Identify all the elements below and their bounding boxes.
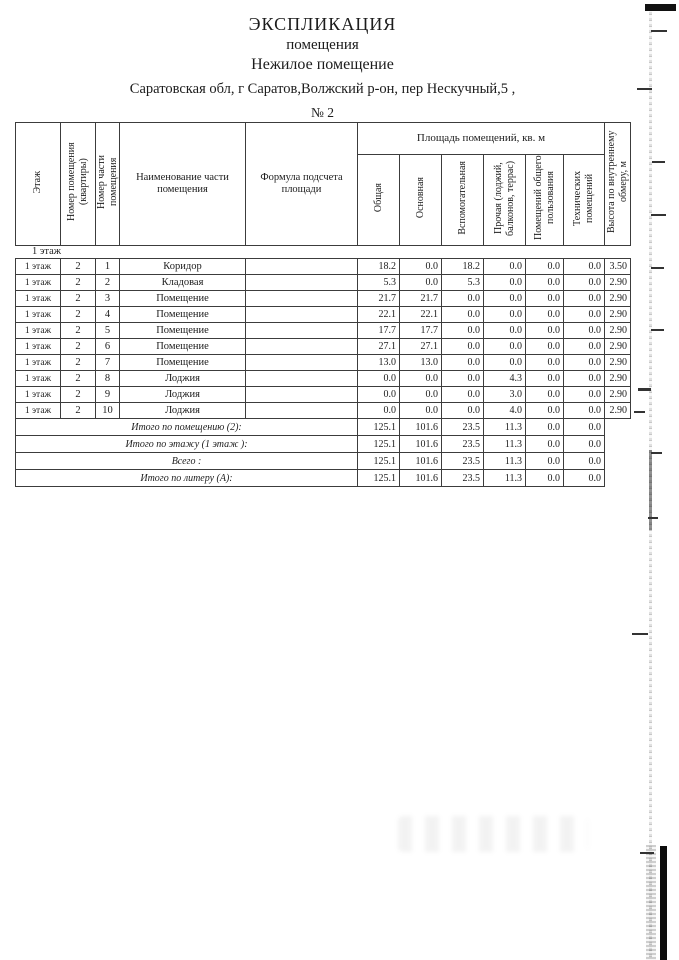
cell-name: Лоджия [120,403,246,419]
cell-area-aux: 0.0 [442,323,484,339]
cell-formula [246,339,358,355]
cell-area-aux: 0.0 [442,339,484,355]
header-apt-number: Номер помещения (квартиры) [61,123,96,246]
cell-floor: 1 этаж [16,291,61,307]
cell-height: 3.50 [605,259,631,275]
table-row [16,355,631,371]
cell-name: Лоджия [120,371,246,387]
cell-area-tech: 0.0 [564,259,605,275]
totals-area-tech: 0.0 [564,470,605,487]
cell-area-other: 0.0 [484,323,526,339]
cell-formula [246,387,358,403]
scan-noise-band-bottom [646,845,656,960]
cell-area-common: 0.0 [526,403,564,419]
header-floor: Этаж [16,123,61,246]
cell-apt: 2 [61,307,96,323]
cell-area-common: 0.0 [526,339,564,355]
totals-area-tech: 0.0 [564,453,605,470]
scan-tick [651,329,664,331]
cell-name: Лоджия [120,387,246,403]
cell-name: Коридор [120,259,246,275]
cell-area-common: 0.0 [526,275,564,291]
cell-name: Помещение [120,323,246,339]
header-part-number: Номер части помещения [96,123,120,246]
cell-apt: 2 [61,371,96,387]
cell-formula [246,403,358,419]
cell-area-other: 0.0 [484,307,526,323]
header-area-aux: Вспомогательная [442,155,484,246]
cell-part: 1 [96,259,120,275]
cell-area-tech: 0.0 [564,387,605,403]
cell-area-aux: 0.0 [442,387,484,403]
cell-part: 2 [96,275,120,291]
scan-tick [648,517,658,519]
cell-area-other: 0.0 [484,339,526,355]
cell-apt: 2 [61,355,96,371]
header-area-total: Общая [358,155,400,246]
floor-section-label: 1 этаж [32,246,62,257]
cell-floor: 1 этаж [16,259,61,275]
totals-row [16,453,631,470]
cell-area-total: 17.7 [358,323,400,339]
totals-area-total: 125.1 [358,470,400,487]
cell-name: Кладовая [120,275,246,291]
cell-area-total: 21.7 [358,291,400,307]
totals-area-tech: 0.0 [564,419,605,436]
cell-area-aux: 0.0 [442,291,484,307]
totals-label: Всего : [16,453,358,470]
cell-area-aux: 0.0 [442,307,484,323]
table-row [16,307,631,323]
cell-apt: 2 [61,339,96,355]
cell-area-main: 21.7 [400,291,442,307]
cell-height: 2.90 [605,403,631,419]
cell-area-total: 27.1 [358,339,400,355]
cell-area-tech: 0.0 [564,275,605,291]
totals-label: Итого по литеру (А): [16,470,358,487]
scan-tick [640,852,654,854]
cell-area-total: 13.0 [358,355,400,371]
cell-area-main: 17.7 [400,323,442,339]
header-part-name: Наименование части помещения [120,123,246,246]
cell-height: 2.90 [605,323,631,339]
totals-area-common: 0.0 [526,470,564,487]
scan-tick [652,161,665,163]
totals-row [16,470,631,487]
totals-area-main: 101.6 [400,453,442,470]
totals-area-total: 125.1 [358,436,400,453]
cell-floor: 1 этаж [16,371,61,387]
totals-label: Итого по помещению (2): [16,419,358,436]
title-block [15,14,630,121]
totals-area-aux: 23.5 [442,419,484,436]
cell-formula [246,291,358,307]
table-row [16,323,631,339]
cell-area-common: 0.0 [526,371,564,387]
cell-area-main: 13.0 [400,355,442,371]
cell-apt: 2 [61,259,96,275]
scan-tick [634,411,645,413]
totals-label: Итого по этажу (1 этаж ): [16,436,358,453]
cell-part: 5 [96,323,120,339]
cell-area-total: 0.0 [358,403,400,419]
cell-part: 9 [96,387,120,403]
cell-height: 2.90 [605,387,631,403]
cell-area-common: 0.0 [526,259,564,275]
cell-height: 2.90 [605,275,631,291]
cell-area-common: 0.0 [526,387,564,403]
scan-black-mark-top [645,4,676,11]
cell-area-other: 4.0 [484,403,526,419]
explication-table-header [15,122,631,246]
cell-area-tech: 0.0 [564,355,605,371]
cell-formula [246,259,358,275]
totals-area-common: 0.0 [526,453,564,470]
header-area-other: Прочая (лоджий, балконов, террас) [484,155,526,246]
cell-formula [246,355,358,371]
cell-apt: 2 [61,323,96,339]
premise-type: Нежилое помещение [251,56,394,73]
totals-area-aux: 23.5 [442,470,484,487]
header-area-common: Помещений общего пользования [526,155,564,246]
page-subtitle: помещения [286,37,359,53]
cell-name: Помещение [120,355,246,371]
cell-apt: 2 [61,291,96,307]
cell-part: 10 [96,403,120,419]
cell-floor: 1 этаж [16,307,61,323]
cell-name: Помещение [120,291,246,307]
cell-height: 2.90 [605,307,631,323]
header-area-main: Основная [400,155,442,246]
cell-area-other: 0.0 [484,275,526,291]
cell-part: 4 [96,307,120,323]
cell-area-main: 0.0 [400,371,442,387]
totals-area-total: 125.1 [358,419,400,436]
cell-formula [246,275,358,291]
scan-tick [651,30,667,32]
cell-name: Помещение [120,339,246,355]
header-formula: Формула подсчета площади [246,123,358,246]
totals-area-other: 11.3 [484,470,526,487]
cell-area-main: 0.0 [400,403,442,419]
table-row [16,339,631,355]
cell-floor: 1 этаж [16,275,61,291]
cell-formula [246,323,358,339]
cell-apt: 2 [61,403,96,419]
totals-area-other: 11.3 [484,436,526,453]
table-row [16,259,631,275]
cell-floor: 1 этаж [16,355,61,371]
cell-height: 2.90 [605,355,631,371]
cell-area-tech: 0.0 [564,291,605,307]
table-row [16,387,631,403]
scan-tick [638,388,651,391]
cell-area-main: 27.1 [400,339,442,355]
cell-area-other: 0.0 [484,355,526,371]
cell-area-aux: 18.2 [442,259,484,275]
cell-height: 2.90 [605,339,631,355]
totals-area-other: 11.3 [484,453,526,470]
totals-area-other: 11.3 [484,419,526,436]
header-area-tech: Технических помещений [564,155,605,246]
cell-part: 8 [96,371,120,387]
cell-part: 3 [96,291,120,307]
cell-area-total: 22.1 [358,307,400,323]
totals-area-aux: 23.5 [442,453,484,470]
cell-area-other: 4.3 [484,371,526,387]
cell-height: 2.90 [605,291,631,307]
cell-area-other: 0.0 [484,291,526,307]
cell-apt: 2 [61,387,96,403]
scan-tick [632,633,648,635]
scan-black-bar-bottom [660,846,667,960]
totals-area-main: 101.6 [400,419,442,436]
totals-area-total: 125.1 [358,453,400,470]
table-row [16,291,631,307]
scan-tick [651,214,666,216]
cell-formula [246,307,358,323]
cell-area-main: 22.1 [400,307,442,323]
cell-area-tech: 0.0 [564,307,605,323]
cell-area-tech: 0.0 [564,403,605,419]
cell-area-common: 0.0 [526,307,564,323]
table-row [16,371,631,387]
cell-floor: 1 этаж [16,339,61,355]
cell-area-total: 18.2 [358,259,400,275]
cell-area-aux: 0.0 [442,403,484,419]
scan-tick [651,267,664,269]
cell-area-total: 0.0 [358,387,400,403]
table-row [16,403,631,419]
cell-area-tech: 0.0 [564,371,605,387]
totals-area-main: 101.6 [400,470,442,487]
totals-row [16,436,631,453]
totals-area-aux: 23.5 [442,436,484,453]
cell-height: 2.90 [605,371,631,387]
cell-floor: 1 этаж [16,403,61,419]
cell-formula [246,371,358,387]
cell-area-common: 0.0 [526,291,564,307]
cell-area-other: 0.0 [484,259,526,275]
cell-area-aux: 0.0 [442,355,484,371]
header-area-group: Площадь помещений, кв. м [358,123,605,155]
premise-number: № 2 [310,105,334,120]
header-height: Высота по внутреннему обмеру, м [605,123,631,246]
cell-area-aux: 5.3 [442,275,484,291]
address-line: Саратовская обл, г Саратов,Волжский р-он, пер Нескучный,5 , [129,81,516,97]
explication-table-body [15,258,631,487]
totals-area-main: 101.6 [400,436,442,453]
cell-floor: 1 этаж [16,387,61,403]
cell-area-tech: 0.0 [564,339,605,355]
cell-area-other: 3.0 [484,387,526,403]
bleed-through-smudge [398,816,588,852]
cell-area-main: 0.0 [400,275,442,291]
totals-area-common: 0.0 [526,419,564,436]
totals-area-tech: 0.0 [564,436,605,453]
cell-area-total: 0.0 [358,371,400,387]
cell-area-aux: 0.0 [442,371,484,387]
cell-area-total: 5.3 [358,275,400,291]
totals-row [16,419,631,436]
cell-part: 6 [96,339,120,355]
cell-apt: 2 [61,275,96,291]
table-row [16,275,631,291]
cell-name: Помещение [120,307,246,323]
page-title: ЭКСПЛИКАЦИЯ [248,14,397,34]
cell-area-main: 0.0 [400,387,442,403]
cell-floor: 1 этаж [16,323,61,339]
cell-area-tech: 0.0 [564,323,605,339]
cell-area-common: 0.0 [526,355,564,371]
totals-area-common: 0.0 [526,436,564,453]
cell-part: 7 [96,355,120,371]
cell-area-main: 0.0 [400,259,442,275]
cell-area-common: 0.0 [526,323,564,339]
scan-tick [637,88,652,90]
scan-tick [651,452,662,454]
